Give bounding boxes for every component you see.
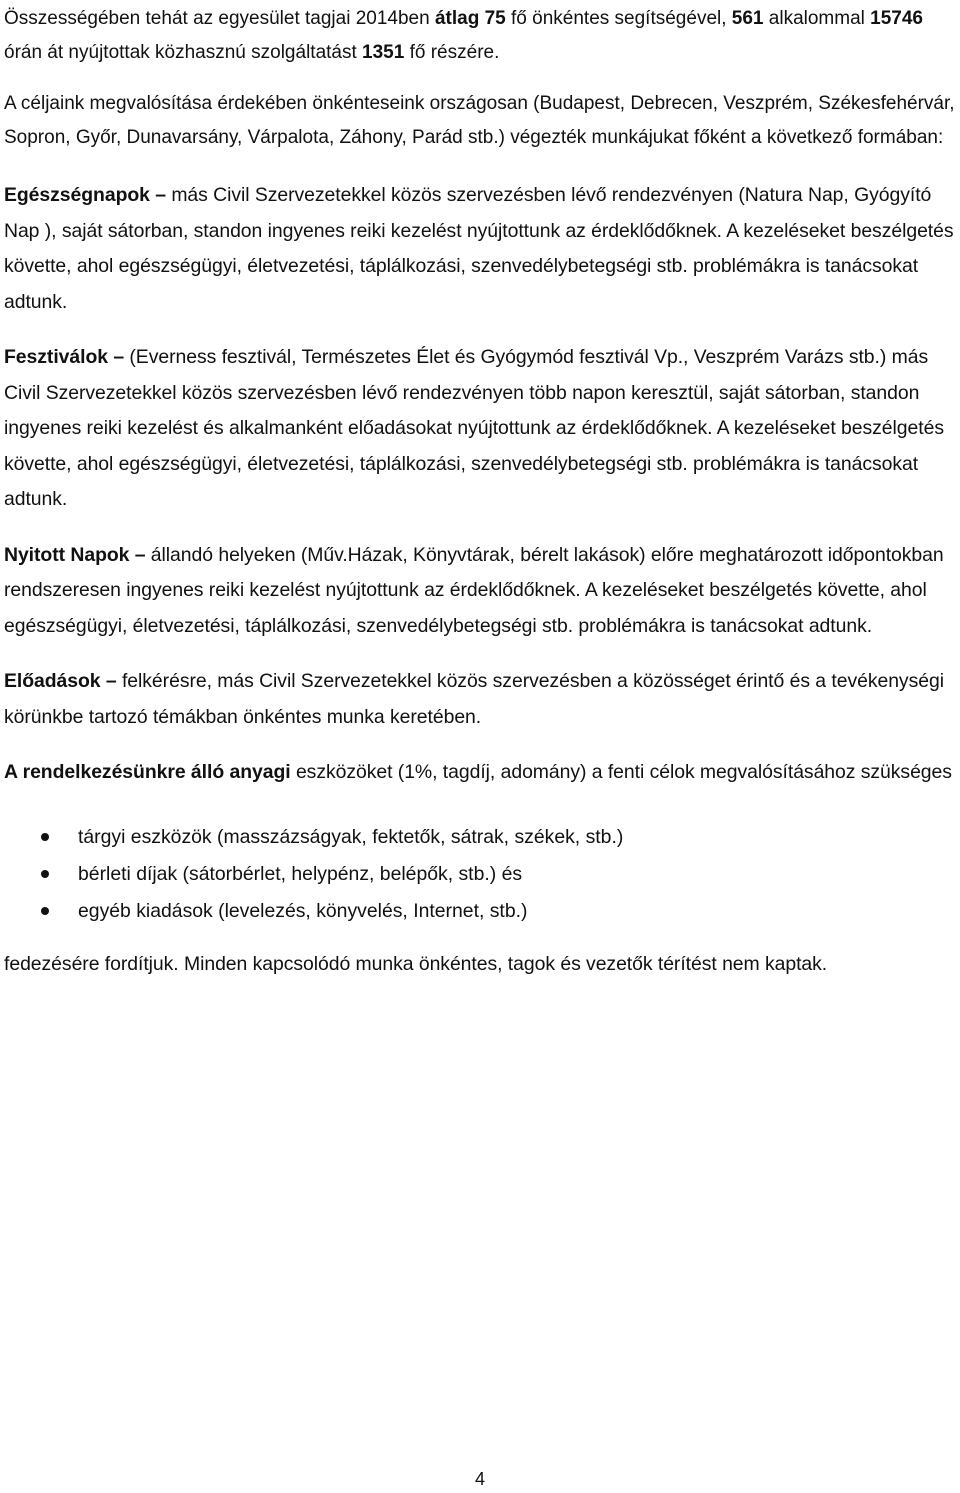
expense-bullet-list (4, 819, 956, 930)
summary-people: 1351 (362, 42, 405, 63)
resources-title: A rendelkezésünkre álló anyagi (4, 761, 291, 783)
summary-text-3: alkalommal (763, 8, 871, 29)
open-days-title: Nyitott Napok – (4, 543, 146, 566)
list-item: egyéb kiadások (levelezés, könyvelés, Internet, stb.) (4, 893, 956, 930)
goals-paragraph: A céljaink megvalósítása érdekében önkénteseink országosan (Budapest, Debrecen, Veszprém, Székesfehérvár, Sopron, Győr, Dunavarsány, Várpalota, Záhony, Parád stb.) végezték munkájukat főként a következő formában: (4, 93, 955, 148)
summary-avg-volunteers: átlag 75 (434, 8, 506, 29)
open-days-text: állandó helyeken (Műv.Házak, Könyvtárak, bérelt lakások) előre meghatározott időpontokban rendszeresen ingyenes reiki kezelést nyújtottunk az érdeklődőknek. A kezeléseket beszélgetés követte, ahol egészségügyi, életvezetési, táplálkozási, szenvedélybetegségi stb. problémákra is tanácsokat adtunk. (4, 543, 944, 637)
summary-paragraph (4, 0, 956, 70)
lectures-title: Előadások – (4, 670, 117, 692)
lectures-paragraph (4, 664, 956, 735)
page-number: 4 (474, 1469, 485, 1489)
closing-paragraph: fedezésére fordítjuk. Minden kapcsolódó munka önkéntes, tagok és vezetők térítést nem kaptak. (4, 952, 828, 975)
health-days-title: Egészségnapok – (4, 184, 166, 206)
resources-paragraph (4, 755, 956, 791)
festivals-paragraph (4, 340, 956, 518)
festivals-text: (Everness fesztivál, Természetes Élet és Gyógymód fesztivál Vp., Veszprém Varázs stb.) más Civil Szervezetekkel közös szervezésben lévő rendezvényen több napon keresztül, saját sátorban, standon ingyenes reiki kezelést és alkalmanként előadásokat nyújtottunk az érdeklődőknek. A kezeléseket beszélgetés követte, ahol egészségügyi, életvezetési, táplálkozási, szenvedélybetegségi stb. problémákra is tanácsokat adtunk. (4, 346, 944, 510)
list-item: tárgyi eszközök (masszázságyak, fektetők, sátrak, székek, stb.) (4, 819, 956, 856)
health-days-text: más Civil Szervezetekkel közös szervezésben lévő rendezvényen (Natura Nap, Gyógyító Nap ), saját sátorban, standon ingyenes reiki kezelést nyújtottunk az érdeklődőknek. A kezeléseket beszélgetés követte, ahol egészségügyi, életvezetési, táplálkozási, szenvedélybetegségi stb. problémákra is tanácsokat adtunk. (4, 184, 954, 313)
summary-text-4: órán át nyújtottak közhasznú szolgáltatást (4, 42, 363, 63)
summary-text-1: Összességében tehát az egyesület tagjai 2014ben (4, 8, 435, 29)
summary-occasions: 561 (731, 8, 764, 29)
open-days-paragraph (4, 538, 956, 645)
summary-text-2: fő önkéntes segítségével, (505, 8, 732, 29)
lectures-text: felkérésre, más Civil Szervezetekkel közös szervezésben a közösséget érintő és a tevékenységi körünkbe tartozó témákban önkéntes munka keretében. (4, 670, 944, 728)
festivals-title: Fesztiválok – (4, 346, 125, 368)
summary-text-5: fő részére. (404, 42, 500, 63)
health-days-paragraph (4, 178, 956, 320)
resources-text: eszközöket (1%, tagdíj, adomány) a fenti célok megvalósításához szükséges (290, 761, 952, 783)
document-page (4, 0, 956, 982)
summary-hours: 15746 (870, 8, 923, 29)
list-item: bérleti díjak (sátorbérlet, helypénz, belépők, stb.) és (4, 856, 956, 893)
